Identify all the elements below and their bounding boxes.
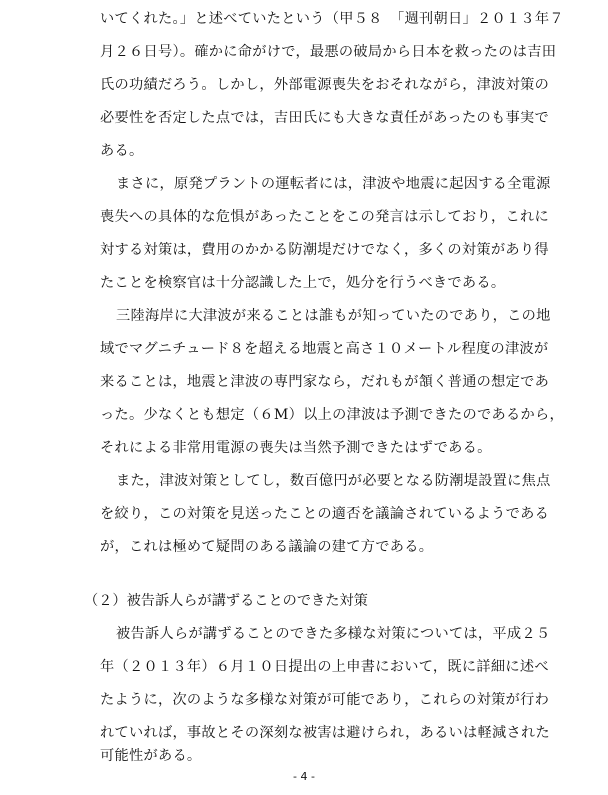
paragraph-1-line-2: 月２６日号）。確かに命がけで，最悪の破局から日本を救ったのは吉田 [100,44,557,60]
paragraph-3-line-3: 来ることは，地震と津波の専門家なら，だれもが頷く普通の想定であ [100,374,550,390]
paragraph-3-line-2: 域でマグニチュード８を超える地震と高さ１０メートル程度の津波が [100,341,549,357]
paragraph-5-line-2: 年（２０１３年）６月１０日提出の上申書において，既に詳細に述べ [100,659,549,675]
paragraph-3-line-4: った。少なくとも想定（６M）以上の津波は予測できたのであるから， [100,407,564,423]
paragraph-1-line-5: ある。 [100,143,144,159]
paragraph-1-line-4: 必要性を否定した点では，吉田氏にも大きな責任があったのも事実で [100,110,549,126]
page-number: - 4 - [293,770,315,783]
paragraph-5-line-1: 被告訴人らが講ずることのできた多様な対策については，平成２５ [116,626,551,642]
paragraph-4-line-1: また，津波対策としてし，数百億円が必要となる防潮堤設置に焦点 [116,473,551,489]
paragraph-2-line-3: 対する対策は，費用のかかる防潮堤だけでなく，多くの対策があり得 [100,242,549,258]
paragraph-2-line-1: まさに，原発プラントの運転者には，津波や地震に起因する全電源 [116,176,551,192]
paragraph-5-line-5: 可能性がある。 [100,748,202,764]
paragraph-3-line-1: 三陸海岸に大津波が来ることは誰もが知っていたのであり，この地 [116,308,551,324]
paragraph-2-line-4: たことを検察官は十分認識した上で，処分を行うべきである。 [100,275,506,291]
paragraph-4-line-2: を絞り，この対策を見送ったことの適否を議論されているようである [100,506,550,522]
paragraph-2-line-2: 喪失への具体的な危惧があったことをこの発言は示しており，これに [100,209,549,225]
paragraph-1-line-3: 氏の功績だろう。しかし，外部電源喪失をおそれながら，津波対策の [100,77,550,93]
paragraph-5-line-3: たように，次のような多様な対策が可能であり，これらの対策が行わ [100,692,550,708]
paragraph-4-line-3: が，これは極めて疑問のある議論の建て方である。 [100,539,434,555]
section-heading: （２）被告訴人らが講ずることのできた対策 [84,593,368,609]
paragraph-1-line-1: いてくれた。」と述べていたという（甲５８ 「週刊朝日」２０１３年７ [100,11,564,27]
paragraph-3-line-5: それによる非常用電源の喪失は当然予測できたはずである。 [100,440,492,456]
paragraph-5-line-4: れていれば，事故とその深刻な被害は避けられ，あるいは軽減された [100,725,550,741]
